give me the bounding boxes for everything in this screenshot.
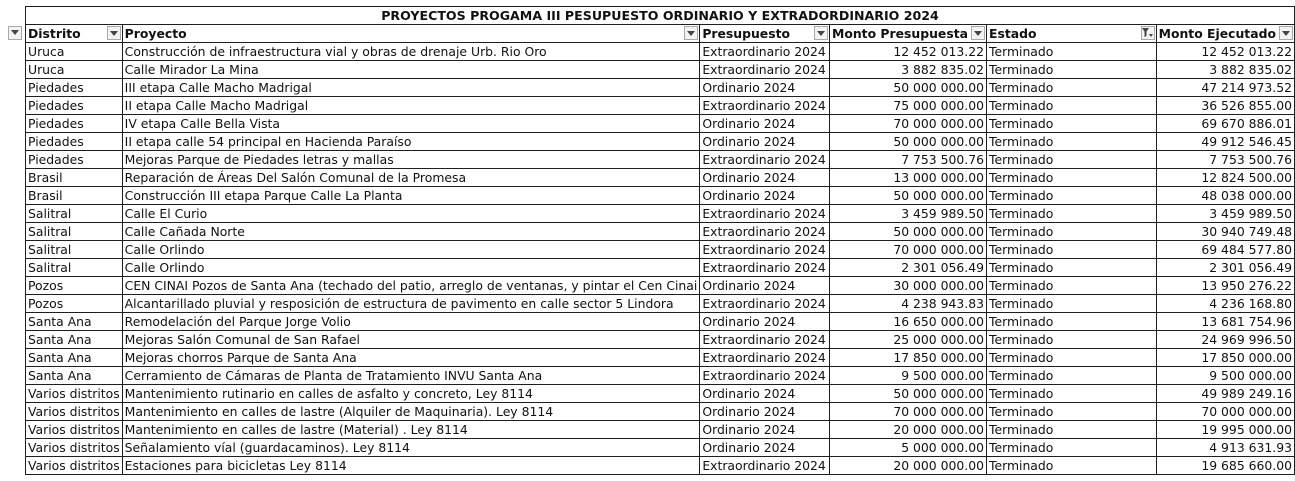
table-row (5, 313, 1295, 331)
table-title: PROYECTOS PROGAMA III PESUPUESTO ORDINARIO Y EXTRADORDINARIO 2024 (26, 7, 1295, 25)
cell-proyecto[interactable]: Mantenimiento en calles de lastre (Material) . Ley 8114 (122, 421, 700, 439)
cell-monto-ejecutado[interactable]: 19 685 660.00 (1156, 457, 1294, 475)
dropdown-arrow-icon[interactable] (8, 26, 22, 40)
cell-distrito[interactable]: Piedades (26, 79, 123, 97)
cell-proyecto[interactable]: Calle Cañada Norte (122, 223, 700, 241)
cell-monto-presupuesto[interactable]: 7 753 500.76 (830, 151, 987, 169)
cell-monto-ejecutado[interactable]: 47 214 973.52 (1156, 79, 1294, 97)
cell-proyecto[interactable]: Alcantarillado pluvial y resposición de estructura de pavimento en calle sector 5 Lindora (122, 295, 700, 313)
row-gutter (5, 169, 26, 187)
table-row (5, 331, 1295, 349)
cell-estado[interactable]: Terminado (986, 385, 1156, 403)
cell-distrito[interactable]: Salitral (26, 205, 123, 223)
cell-estado[interactable]: Terminado (986, 169, 1156, 187)
table-row (5, 295, 1295, 313)
row-gutter (5, 97, 26, 115)
cell-monto-ejecutado[interactable]: 30 940 749.48 (1156, 223, 1294, 241)
cell-monto-presupuesto[interactable]: 9 500 000.00 (830, 367, 987, 385)
row-gutter (5, 259, 26, 277)
cell-presupuesto[interactable]: Ordinario 2024 (700, 313, 830, 331)
cell-monto-presupuesto[interactable]: 50 000 000.00 (830, 79, 987, 97)
dropdown-arrow-icon[interactable] (107, 26, 121, 40)
cell-estado[interactable]: Terminado (986, 61, 1156, 79)
cell-distrito[interactable]: Piedades (26, 97, 123, 115)
cell-presupuesto[interactable]: Ordinario 2024 (700, 115, 830, 133)
cell-estado[interactable]: Terminado (986, 187, 1156, 205)
cell-presupuesto[interactable]: Extraordinario 2024 (700, 151, 830, 169)
cell-proyecto[interactable]: Mejoras chorros Parque de Santa Ana (122, 349, 700, 367)
table-row (5, 259, 1295, 277)
cell-monto-presupuesto[interactable]: 70 000 000.00 (830, 403, 987, 421)
row-gutter (5, 187, 26, 205)
row-gutter (5, 403, 26, 421)
cell-proyecto[interactable]: Mejoras Parque de Piedades letras y mallas (122, 151, 700, 169)
cell-monto-presupuesto[interactable]: 50 000 000.00 (830, 133, 987, 151)
cell-monto-ejecutado[interactable]: 4 913 631.93 (1156, 439, 1294, 457)
cell-distrito[interactable]: Uruca (26, 61, 123, 79)
cell-estado[interactable]: Terminado (986, 331, 1156, 349)
cell-distrito[interactable]: Santa Ana (26, 349, 123, 367)
cell-distrito[interactable]: Salitral (26, 223, 123, 241)
cell-estado[interactable]: Terminado (986, 79, 1156, 97)
cell-estado[interactable]: Terminado (986, 421, 1156, 439)
row-gutter (5, 43, 26, 61)
table-row (5, 205, 1295, 223)
cell-distrito[interactable]: Salitral (26, 259, 123, 277)
cell-distrito[interactable]: Santa Ana (26, 367, 123, 385)
table-row (5, 277, 1295, 295)
dropdown-arrow-icon[interactable] (684, 26, 698, 40)
cell-presupuesto[interactable]: Ordinario 2024 (700, 439, 830, 457)
header-row (5, 25, 1295, 43)
row-gutter (5, 331, 26, 349)
cell-presupuesto[interactable]: Ordinario 2024 (700, 277, 830, 295)
cell-presupuesto[interactable]: Extraordinario 2024 (700, 259, 830, 277)
cell-presupuesto[interactable]: Extraordinario 2024 (700, 241, 830, 259)
cell-presupuesto[interactable]: Extraordinario 2024 (700, 367, 830, 385)
cell-monto-ejecutado[interactable]: 13 681 754.96 (1156, 313, 1294, 331)
cell-monto-ejecutado[interactable]: 4 236 168.80 (1156, 295, 1294, 313)
table-row (5, 439, 1295, 457)
cell-monto-presupuesto[interactable]: 17 850 000.00 (830, 349, 987, 367)
cell-estado[interactable]: Terminado (986, 97, 1156, 115)
table-row (5, 403, 1295, 421)
row-gutter (5, 133, 26, 151)
cell-distrito[interactable]: Piedades (26, 133, 123, 151)
row-gutter (5, 349, 26, 367)
cell-presupuesto[interactable]: Extraordinario 2024 (700, 223, 830, 241)
header-monto-presupuesto[interactable] (830, 25, 987, 43)
cell-monto-ejecutado[interactable]: 12 452 013.22 (1156, 43, 1294, 61)
row-gutter (5, 277, 26, 295)
cell-distrito[interactable]: Santa Ana (26, 331, 123, 349)
cell-proyecto[interactable]: Cerramiento de Cámaras de Planta de Tratamiento INVU Santa Ana (122, 367, 700, 385)
cell-proyecto[interactable]: CEN CINAI Pozos de Santa Ana (techado del patio, arreglo de ventanas, y pintar el Cen Cinai (122, 277, 700, 295)
header-presupuesto[interactable] (700, 25, 830, 43)
header-proyecto[interactable] (122, 25, 700, 43)
cell-proyecto[interactable]: Mantenimiento en calles de lastre (Alquiler de Maquinaria). Ley 8114 (122, 403, 700, 421)
table-row (5, 133, 1295, 151)
cell-monto-ejecutado[interactable]: 36 526 855.00 (1156, 97, 1294, 115)
cell-estado[interactable]: Terminado (986, 277, 1156, 295)
cell-monto-ejecutado[interactable]: 49 912 546.45 (1156, 133, 1294, 151)
cell-monto-presupuesto[interactable]: 25 000 000.00 (830, 331, 987, 349)
row-gutter (5, 367, 26, 385)
dropdown-arrow-icon[interactable] (971, 26, 985, 40)
header-gutter (5, 25, 26, 43)
cell-proyecto[interactable]: Estaciones para bicicletas Ley 8114 (122, 457, 700, 475)
cell-distrito[interactable]: Varios distritos (26, 385, 123, 403)
row-gutter (5, 61, 26, 79)
cell-proyecto[interactable]: Mantenimiento rutinario en calles de asfalto y concreto, Ley 8114 (122, 385, 700, 403)
cell-proyecto[interactable]: Reparación de Áreas Del Salón Comunal de la Promesa (122, 169, 700, 187)
row-gutter (5, 151, 26, 169)
row-gutter (5, 205, 26, 223)
cell-presupuesto[interactable]: Extraordinario 2024 (700, 457, 830, 475)
title-row (5, 7, 1295, 25)
cell-proyecto[interactable]: Calle Orlindo (122, 241, 700, 259)
cell-distrito[interactable]: Piedades (26, 151, 123, 169)
cell-presupuesto[interactable]: Ordinario 2024 (700, 79, 830, 97)
table-row (5, 241, 1295, 259)
cell-presupuesto[interactable]: Extraordinario 2024 (700, 349, 830, 367)
cell-monto-presupuesto[interactable]: 2 301 056.49 (830, 259, 987, 277)
cell-monto-presupuesto[interactable]: 5 000 000.00 (830, 439, 987, 457)
cell-estado[interactable]: Terminado (986, 133, 1156, 151)
table-row (5, 349, 1295, 367)
cell-monto-ejecutado[interactable]: 7 753 500.76 (1156, 151, 1294, 169)
cell-monto-presupuesto[interactable]: 20 000 000.00 (830, 457, 987, 475)
header-presupuesto-label: Presupuesto (702, 26, 791, 41)
table-row (5, 169, 1295, 187)
cell-presupuesto[interactable]: Extraordinario 2024 (700, 295, 830, 313)
cell-monto-presupuesto[interactable]: 12 452 013.22 (830, 43, 987, 61)
cell-presupuesto[interactable]: Extraordinario 2024 (700, 331, 830, 349)
dropdown-arrow-icon[interactable] (1279, 26, 1293, 40)
cell-monto-ejecutado[interactable]: 49 989 249.16 (1156, 385, 1294, 403)
cell-distrito[interactable]: Varios distritos (26, 403, 123, 421)
filter-active-icon[interactable] (1141, 26, 1155, 40)
cell-monto-ejecutado[interactable]: 70 000 000.00 (1156, 403, 1294, 421)
cell-estado[interactable]: Terminado (986, 457, 1156, 475)
cell-monto-ejecutado[interactable]: 69 484 577.80 (1156, 241, 1294, 259)
cell-distrito[interactable]: Varios distritos (26, 457, 123, 475)
header-estado-label: Estado (988, 26, 1037, 41)
table-row (5, 151, 1295, 169)
cell-proyecto[interactable]: Calle Mirador La Mina (122, 61, 700, 79)
header-distrito-label: Distrito (28, 26, 81, 41)
cell-presupuesto[interactable]: Ordinario 2024 (700, 169, 830, 187)
cell-proyecto[interactable]: Construcción de infraestructura vial y obras de drenaje Urb. Rio Oro (122, 43, 700, 61)
cell-estado[interactable]: Terminado (986, 349, 1156, 367)
header-proyecto-label: Proyecto (124, 26, 187, 41)
cell-monto-ejecutado[interactable]: 19 995 000.00 (1156, 421, 1294, 439)
header-estado[interactable] (986, 25, 1156, 43)
cell-monto-ejecutado[interactable]: 3 882 835.02 (1156, 61, 1294, 79)
table-row (5, 61, 1295, 79)
row-gutter (5, 223, 26, 241)
table-row (5, 421, 1295, 439)
cell-estado[interactable]: Terminado (986, 367, 1156, 385)
cell-monto-ejecutado[interactable]: 24 969 996.50 (1156, 331, 1294, 349)
row-gutter (5, 115, 26, 133)
table-row (5, 223, 1295, 241)
row-gutter (5, 439, 26, 457)
cell-estado[interactable]: Terminado (986, 151, 1156, 169)
cell-proyecto[interactable]: Calle Orlindo (122, 259, 700, 277)
cell-monto-presupuesto[interactable]: 30 000 000.00 (830, 277, 987, 295)
cell-estado[interactable]: Terminado (986, 313, 1156, 331)
title-gutter (5, 7, 26, 25)
cell-monto-presupuesto[interactable]: 50 000 000.00 (830, 385, 987, 403)
cell-distrito[interactable]: Varios distritos (26, 439, 123, 457)
cell-monto-presupuesto[interactable]: 3 459 989.50 (830, 205, 987, 223)
cell-monto-ejecutado[interactable]: 3 459 989.50 (1156, 205, 1294, 223)
header-monto-presupuesto-label: Monto Presupuesta (832, 26, 968, 41)
cell-monto-ejecutado[interactable]: 2 301 056.49 (1156, 259, 1294, 277)
cell-proyecto[interactable]: Calle El Curio (122, 205, 700, 223)
dropdown-arrow-icon[interactable] (814, 26, 828, 40)
cell-estado[interactable]: Terminado (986, 115, 1156, 133)
projects-table (5, 6, 1295, 475)
cell-presupuesto[interactable]: Ordinario 2024 (700, 403, 830, 421)
cell-presupuesto[interactable]: Ordinario 2024 (700, 385, 830, 403)
cell-presupuesto[interactable]: Extraordinario 2024 (700, 205, 830, 223)
table-row (5, 187, 1295, 205)
cell-distrito[interactable]: Brasil (26, 169, 123, 187)
row-gutter (5, 385, 26, 403)
cell-presupuesto[interactable]: Extraordinario 2024 (700, 61, 830, 79)
table-row (5, 115, 1295, 133)
cell-estado[interactable]: Terminado (986, 241, 1156, 259)
cell-monto-ejecutado[interactable]: 13 950 276.22 (1156, 277, 1294, 295)
cell-monto-ejecutado[interactable]: 12 824 500.00 (1156, 169, 1294, 187)
cell-presupuesto[interactable]: Ordinario 2024 (700, 421, 830, 439)
cell-monto-presupuesto[interactable]: 75 000 000.00 (830, 97, 987, 115)
spreadsheet (5, 6, 1295, 475)
cell-monto-ejecutado[interactable]: 69 670 886.01 (1156, 115, 1294, 133)
cell-monto-ejecutado[interactable]: 9 500 000.00 (1156, 367, 1294, 385)
cell-proyecto[interactable]: Construcción III etapa Parque Calle La Planta (122, 187, 700, 205)
cell-distrito[interactable]: Pozos (26, 277, 123, 295)
cell-distrito[interactable]: Uruca (26, 43, 123, 61)
cell-distrito[interactable]: Pozos (26, 295, 123, 313)
cell-estado[interactable]: Terminado (986, 259, 1156, 277)
row-gutter (5, 79, 26, 97)
cell-monto-presupuesto[interactable]: 50 000 000.00 (830, 223, 987, 241)
row-gutter (5, 241, 26, 259)
cell-distrito[interactable]: Salitral (26, 241, 123, 259)
header-monto-ejecutado-label: Monto Ejecutado (1158, 26, 1276, 41)
cell-monto-presupuesto[interactable]: 70 000 000.00 (830, 115, 987, 133)
cell-monto-presupuesto[interactable]: 4 238 943.83 (830, 295, 987, 313)
cell-proyecto[interactable]: Remodelación del Parque Jorge Volio (122, 313, 700, 331)
cell-monto-presupuesto[interactable]: 70 000 000.00 (830, 241, 987, 259)
table-row (5, 457, 1295, 475)
cell-estado[interactable]: Terminado (986, 439, 1156, 457)
cell-proyecto[interactable]: II etapa Calle Macho Madrigal (122, 97, 700, 115)
cell-estado[interactable]: Terminado (986, 295, 1156, 313)
table-row (5, 385, 1295, 403)
cell-monto-presupuesto[interactable]: 3 882 835.02 (830, 61, 987, 79)
row-gutter (5, 313, 26, 331)
cell-presupuesto[interactable]: Ordinario 2024 (700, 133, 830, 151)
table-row (5, 43, 1295, 61)
cell-proyecto[interactable]: IV etapa Calle Bella Vista (122, 115, 700, 133)
cell-proyecto[interactable]: Mejoras Salón Comunal de San Rafael (122, 331, 700, 349)
cell-proyecto[interactable]: II etapa calle 54 principal en Hacienda Paraíso (122, 133, 700, 151)
cell-presupuesto[interactable]: Extraordinario 2024 (700, 43, 830, 61)
table-row (5, 367, 1295, 385)
cell-monto-ejecutado[interactable]: 48 038 000.00 (1156, 187, 1294, 205)
cell-monto-ejecutado[interactable]: 17 850 000.00 (1156, 349, 1294, 367)
cell-presupuesto[interactable]: Extraordinario 2024 (700, 97, 830, 115)
table-row (5, 97, 1295, 115)
cell-distrito[interactable]: Varios distritos (26, 421, 123, 439)
header-monto-ejecutado[interactable] (1156, 25, 1294, 43)
row-gutter (5, 421, 26, 439)
cell-distrito[interactable]: Santa Ana (26, 313, 123, 331)
cell-presupuesto[interactable]: Ordinario 2024 (700, 187, 830, 205)
cell-estado[interactable]: Terminado (986, 205, 1156, 223)
cell-monto-presupuesto[interactable]: 16 650 000.00 (830, 313, 987, 331)
cell-distrito[interactable]: Piedades (26, 115, 123, 133)
cell-estado[interactable]: Terminado (986, 223, 1156, 241)
cell-distrito[interactable]: Brasil (26, 187, 123, 205)
cell-proyecto[interactable]: Señalamiento víal (guardacaminos). Ley 8114 (122, 439, 700, 457)
row-gutter (5, 457, 26, 475)
row-gutter (5, 295, 26, 313)
cell-monto-presupuesto[interactable]: 13 000 000.00 (830, 169, 987, 187)
header-distrito[interactable] (26, 25, 123, 43)
cell-monto-presupuesto[interactable]: 50 000 000.00 (830, 187, 987, 205)
table-row (5, 79, 1295, 97)
cell-monto-presupuesto[interactable]: 20 000 000.00 (830, 421, 987, 439)
cell-estado[interactable]: Terminado (986, 43, 1156, 61)
cell-estado[interactable]: Terminado (986, 403, 1156, 421)
cell-proyecto[interactable]: III etapa Calle Macho Madrigal (122, 79, 700, 97)
